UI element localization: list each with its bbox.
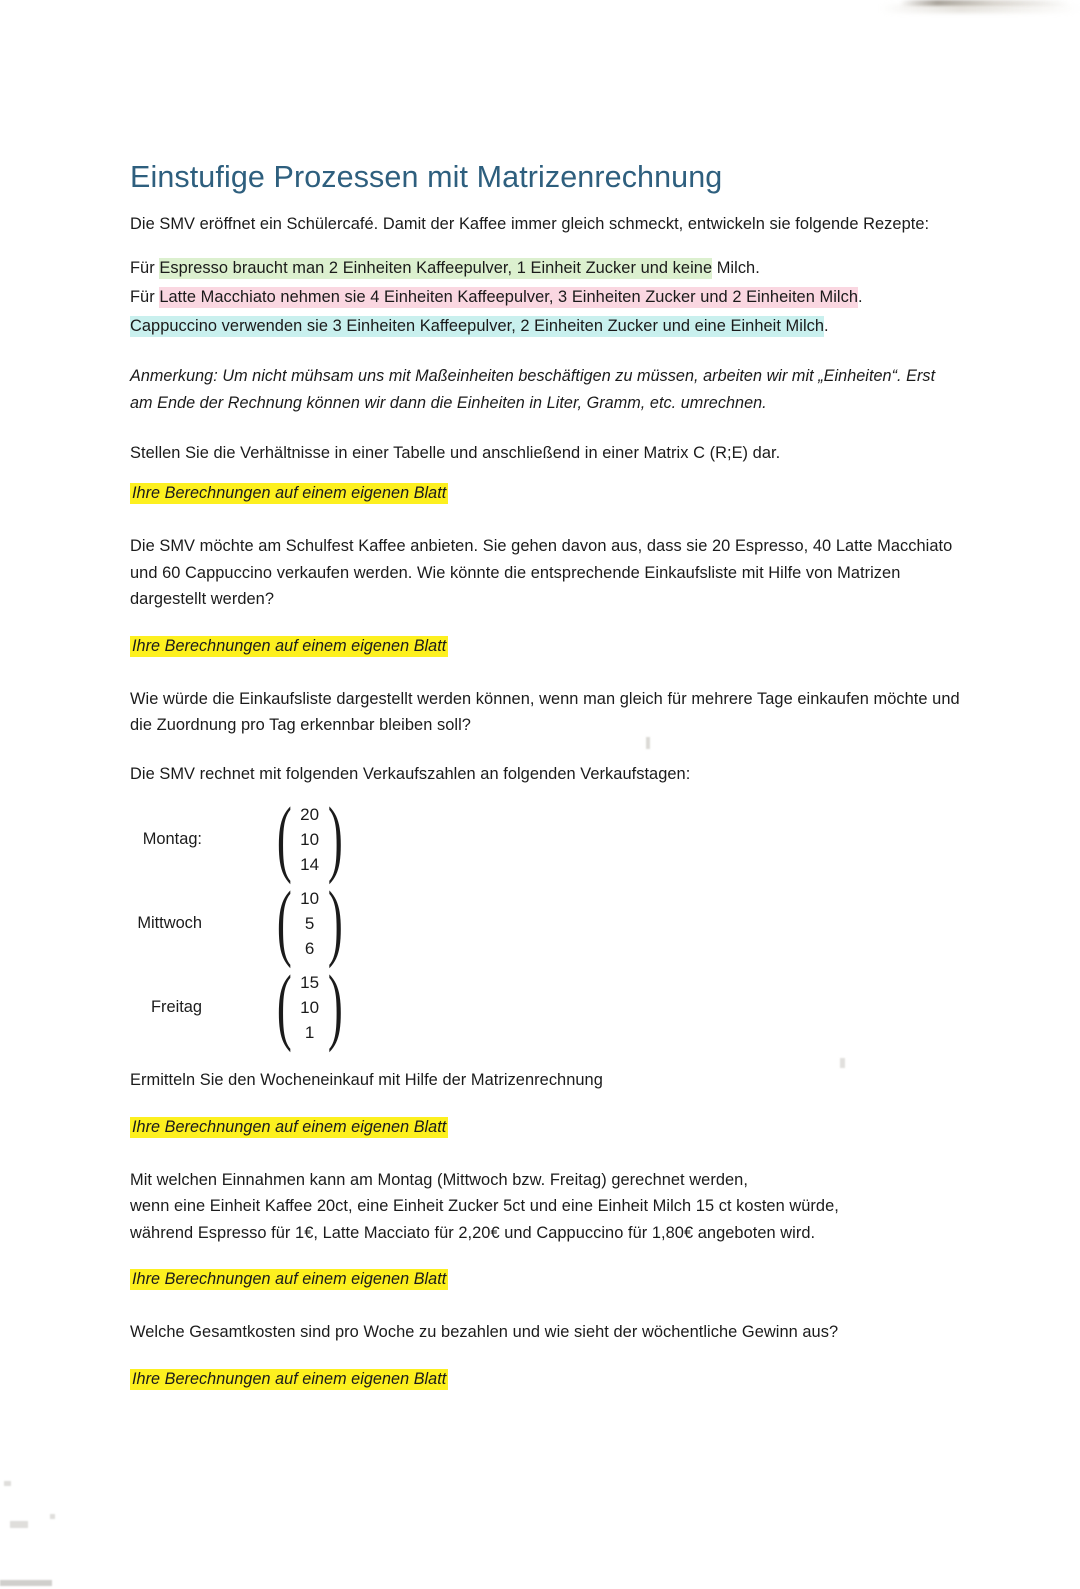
recipe-espresso <box>130 254 960 283</box>
task-6-line-1: Mit welchen Einnahmen kann am Montag (Mittwoch bzw. Freitag) gerechnet werden, <box>130 1170 748 1189</box>
recipe-latte-macchiato <box>130 283 960 312</box>
sales-vector-freitag <box>130 957 960 1054</box>
answer-note-highlight: Ihre Berechnungen auf einem eigenen Blatt <box>132 484 447 503</box>
scan-speck <box>50 1514 55 1519</box>
recipe-suffix: Milch. <box>712 258 760 277</box>
vector-values <box>293 802 327 877</box>
scan-speck <box>10 1521 28 1528</box>
recipe-cappuccino <box>130 312 960 341</box>
sales-vector-montag <box>130 789 960 886</box>
task-6-line-3: während Espresso für 1€, Latte Macciato für 2,20€ und Cappuccino für 1,80€ angeboten wird. <box>130 1223 816 1242</box>
column-vector <box>270 789 349 886</box>
task-1-text: Stellen Sie die Verhältnisse in einer Tabelle und anschließend in einer Matrix C (R;E) dar. <box>130 443 781 462</box>
answer-note-highlight: Ihre Berechnungen auf einem eigenen Blatt <box>132 1270 447 1289</box>
answer-note-3 <box>130 1116 960 1139</box>
recipe-suffix: . <box>858 287 863 306</box>
vector-values <box>293 970 327 1045</box>
answer-note-5 <box>130 1368 960 1391</box>
recipe-highlighted-text: Espresso braucht man 2 Einheiten Kaffeepulver, 1 Einheit Zucker und keine <box>159 258 713 277</box>
sales-vector-label: Freitag <box>150 997 202 1016</box>
task-2-text: Die SMV möchte am Schulfest Kaffee anbieten. Sie gehen davon aus, dass sie 20 Espresso, 40 Latte Macchiato und 60 Cappuccino verkaufen werden. Wie könnte die entsprechende Einkaufsliste mit Hilfe von Matrizen dargestellt werden? <box>130 537 953 609</box>
answer-note-1 <box>130 482 960 505</box>
sales-vectors <box>130 789 960 1054</box>
column-vector <box>270 873 349 970</box>
answer-note-4 <box>130 1268 960 1291</box>
note-paragraph: Anmerkung: Um nicht mühsam uns mit Maßeinheiten beschäftigen zu müssen, arbeiten wir mit „Einheiten“. Erst am Ende der Rechnung können wir dann die Einheiten in Liter, Gramm, etc. umrechnen. <box>130 366 936 413</box>
task-7-text: Welche Gesamtkosten sind pro Woche zu bezahlen und wie sieht der wöchentliche Gewinn aus? <box>130 1323 839 1342</box>
sales-vector-label: Montag: <box>142 829 202 848</box>
left-parenthesis: ( <box>276 957 292 1054</box>
left-parenthesis: ( <box>276 789 292 886</box>
task-3-text: Wie würde die Einkaufsliste dargestellt werden können, wenn man gleich für mehrere Tage einkaufen möchte und die Zuordnung pro Tag erkennbar bleiben soll? <box>130 689 960 735</box>
document-content <box>130 160 960 1391</box>
column-vector <box>270 957 349 1054</box>
vector-value: 1 <box>304 1022 315 1042</box>
answer-note-highlight: Ihre Berechnungen auf einem eigenen Blatt <box>132 636 447 655</box>
vector-value: 10 <box>300 888 320 908</box>
recipe-prefix: Für <box>130 258 160 277</box>
recipe-prefix: Für <box>130 287 160 306</box>
recipe-suffix: . <box>824 316 829 335</box>
vector-value: 10 <box>300 829 320 849</box>
answer-note-2 <box>130 635 960 658</box>
recipe-highlighted-text: Latte Macchiato nehmen sie 4 Einheiten Kaffeepulver, 3 Einheiten Zucker und 2 Einheiten Milch <box>159 287 858 306</box>
right-parenthesis: ) <box>327 957 343 1054</box>
answer-note-highlight: Ihre Berechnungen auf einem eigenen Blatt <box>132 1369 447 1388</box>
scan-speck <box>0 1580 52 1586</box>
vector-value: 5 <box>304 913 315 933</box>
page-title: Einstufige Prozessen mit Matrizenrechnung <box>130 160 723 194</box>
answer-note-highlight: Ihre Berechnungen auf einem eigenen Blatt <box>132 1117 447 1136</box>
sales-vector-label: Mittwoch <box>137 913 202 932</box>
vector-value: 6 <box>304 938 315 958</box>
vector-value: 10 <box>300 997 320 1017</box>
vector-value: 20 <box>300 804 320 824</box>
right-parenthesis: ) <box>327 873 343 970</box>
vector-value: 15 <box>300 972 320 992</box>
task-5-text: Ermitteln Sie den Wocheneinkauf mit Hilfe der Matrizenrechnung <box>130 1071 603 1090</box>
vector-value: 14 <box>300 854 320 874</box>
right-parenthesis: ) <box>327 789 343 886</box>
recipe-list <box>130 254 960 341</box>
recipe-highlighted-text: Cappuccino verwenden sie 3 Einheiten Kaffeepulver, 2 Einheiten Zucker und eine Einheit Milch <box>130 316 825 335</box>
scan-artifact-top-edge-blur <box>880 4 1080 13</box>
vector-values <box>293 886 327 961</box>
sales-vector-mittwoch <box>130 873 960 970</box>
intro-paragraph: Die SMV eröffnet ein Schülercafé. Damit der Kaffee immer gleich schmeckt, entwickeln sie folgende Rezepte: <box>130 215 930 234</box>
scan-speck <box>4 1481 11 1486</box>
left-parenthesis: ( <box>276 873 292 970</box>
task-4-text: Die SMV rechnet mit folgenden Verkaufszahlen an folgenden Verkaufstagen: <box>130 764 691 783</box>
task-6-line-2: wenn eine Einheit Kaffee 20ct, eine Einheit Zucker 5ct und eine Einheit Milch 15 ct kosten würde, <box>130 1197 839 1216</box>
